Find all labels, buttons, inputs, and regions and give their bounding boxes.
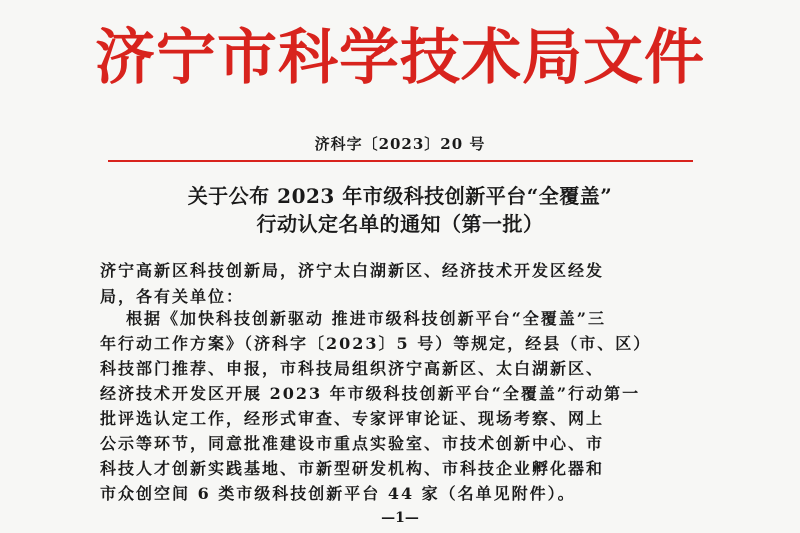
paragraph-line: 批评选认定工作，经形式审查、专家评审论证、现场考察、网上 [100,409,605,428]
page-number: —1— [381,510,419,526]
paragraph-line: 根据《加快科技创新驱动 推进市级科技创新平台“全覆盖”三 [126,309,606,328]
masthead: 济宁市科学技术局文件 [95,23,705,93]
paragraph-line: 公示等环节，同意批准建设市重点实验室、市技术创新中心、市 [100,434,605,453]
red-divider [108,160,693,162]
notice-title-line-1: 关于公布 2023 年市级科技创新平台“全覆盖” [187,184,613,208]
recipient-line-1: 济宁高新区科技创新局，济宁太白湖新区、经济技术开发区经发 [100,261,605,280]
paragraph-line: 经济技术开发区开展 2023 年市级科技创新平台“全覆盖”行动第一 [100,384,641,403]
notice-title-line-2: 行动认定名单的通知（第一批） [256,212,544,236]
recipient-line-2: 局，各有关单位： [100,287,245,306]
paragraph-line: 年行动工作方案》（济科字〔2023〕5 号）等规定，经县（市、区） [100,334,652,353]
paragraph-line: 市众创空间 6 类市级科技创新平台 44 家（名单见附件）。 [100,484,576,503]
paragraph-line: 科技部门推荐、申报，市科技局组织济宁高新区、太白湖新区、 [100,359,605,378]
document-number: 济科字〔2023〕20 号 [314,135,486,153]
paragraph-line: 科技人才创新实践基地、市新型研发机构、市科技企业孵化器和 [100,459,605,478]
